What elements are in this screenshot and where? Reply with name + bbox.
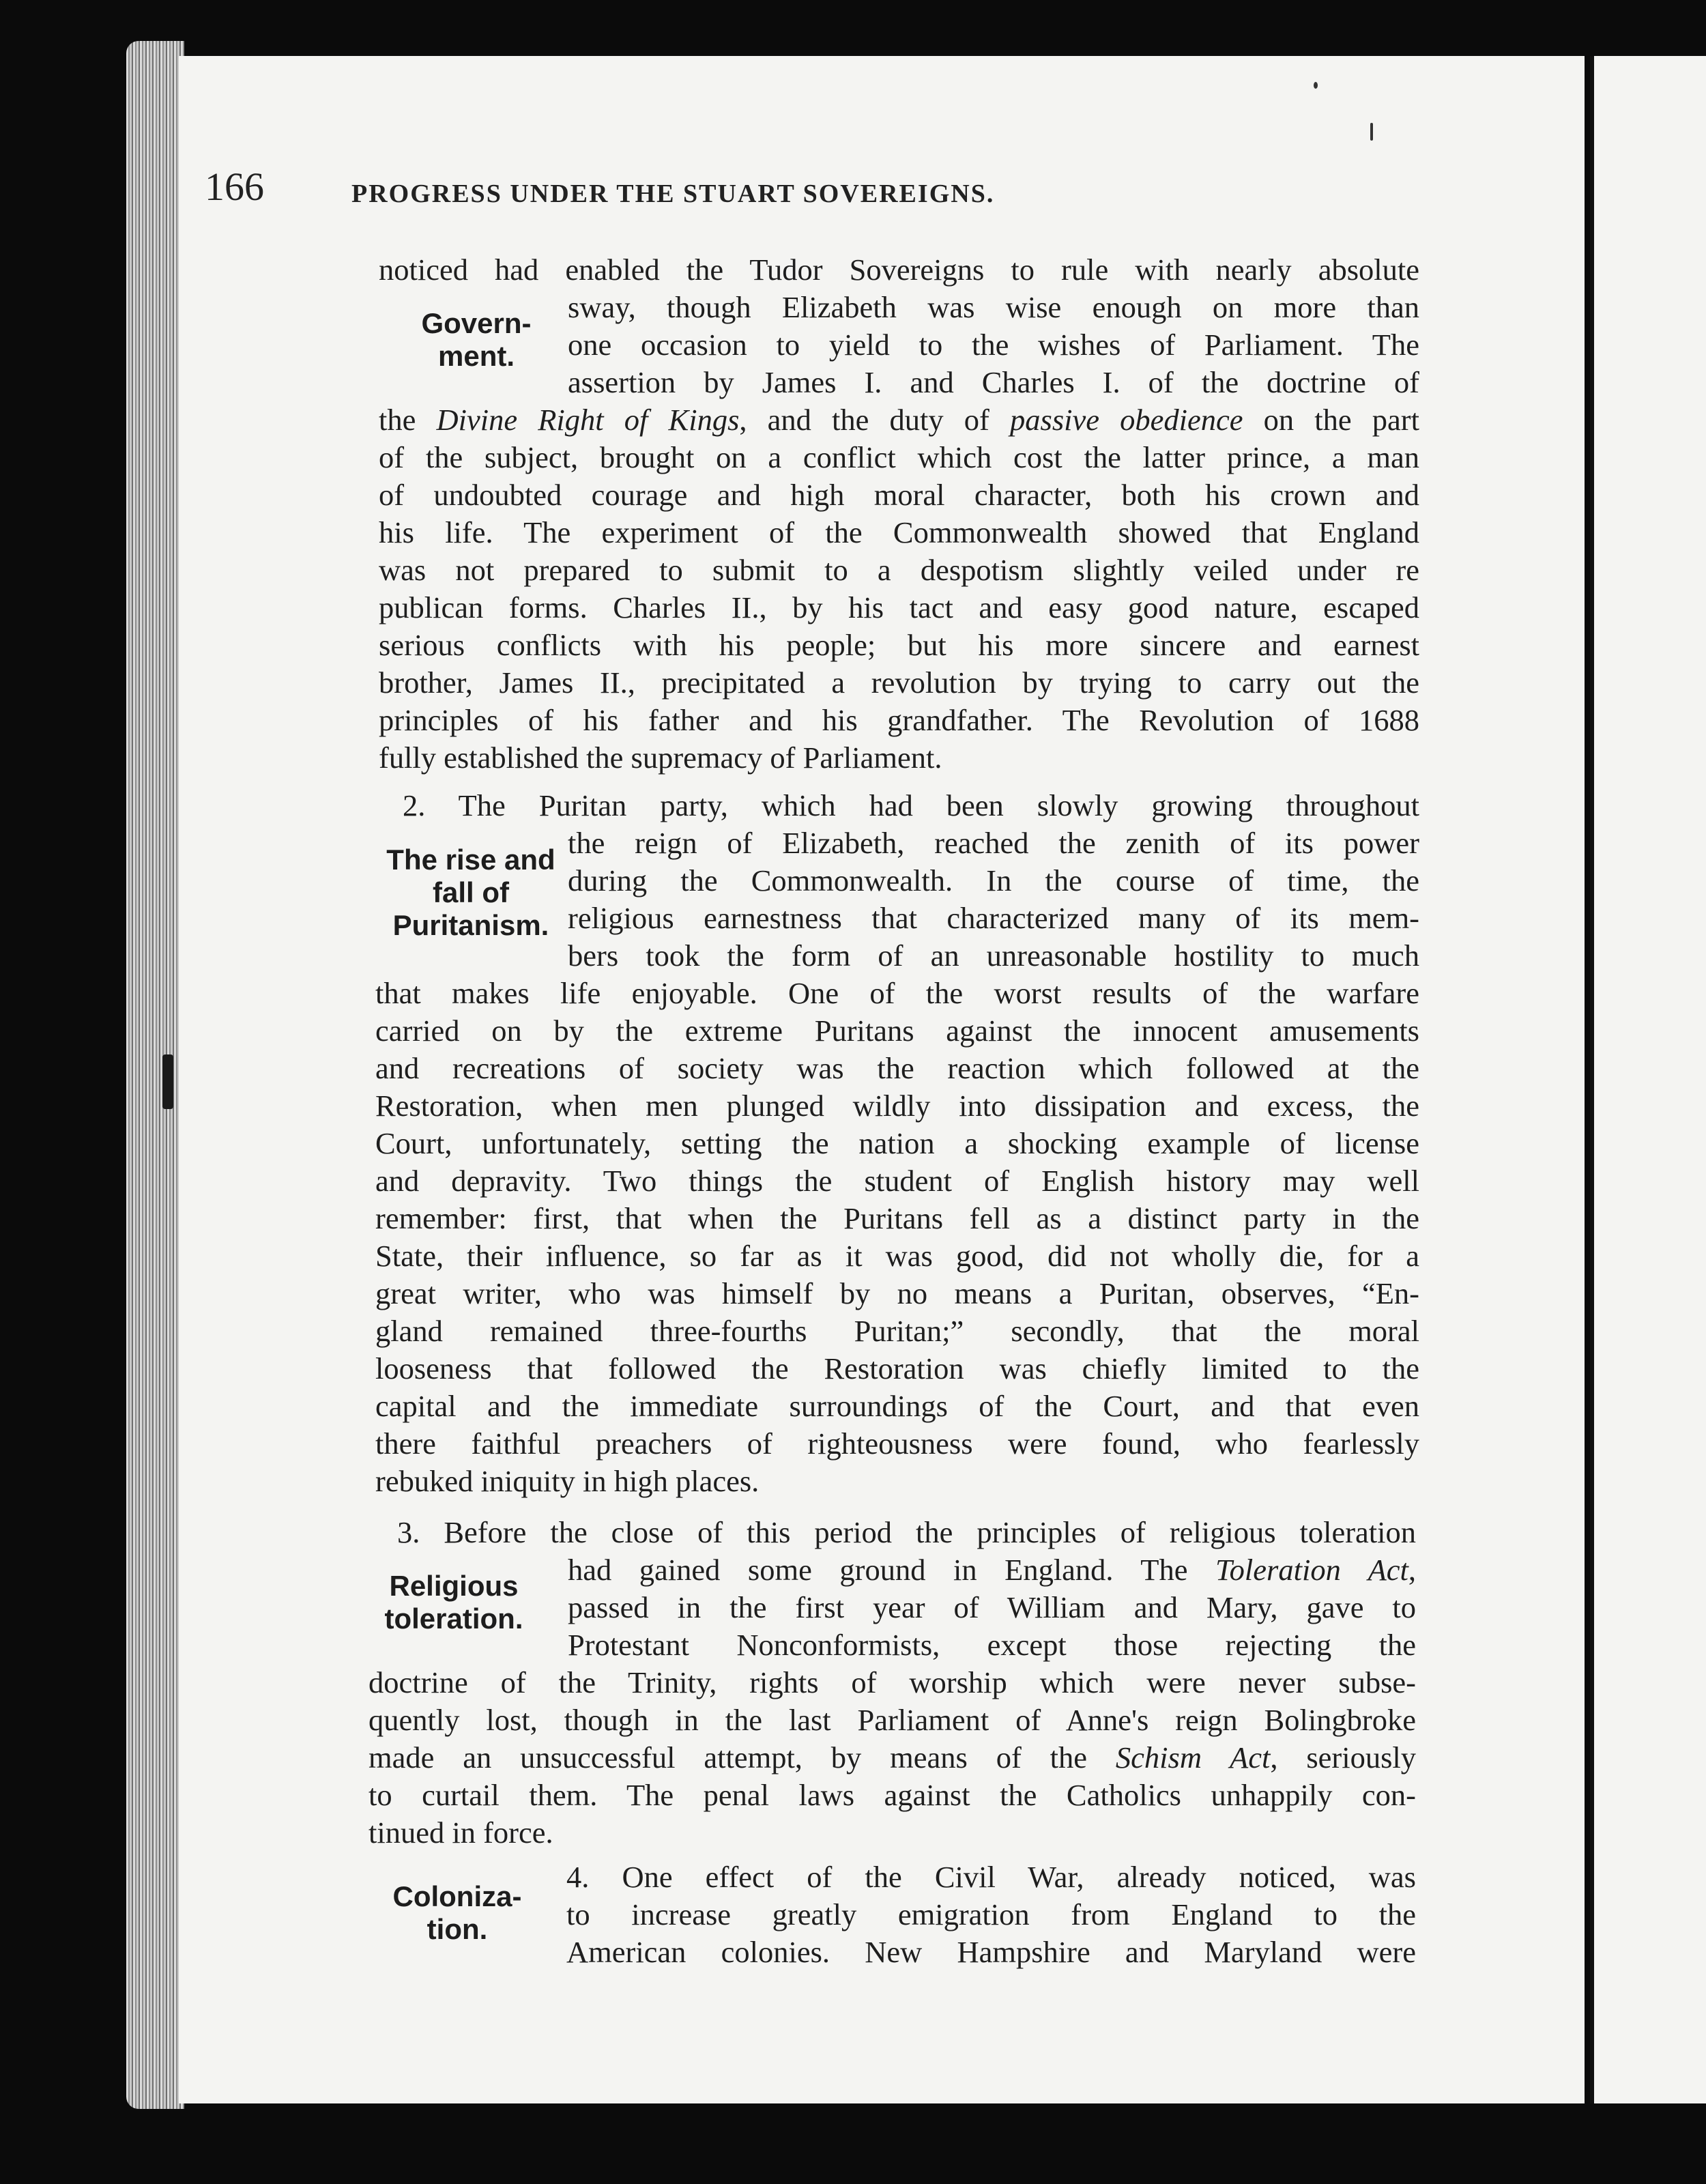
text-line: great writer, who was himself by no means a Puritan, observes, “En- — [375, 1276, 1419, 1310]
text-line: carried on by the extreme Puritans against the innocent amusements — [375, 1014, 1419, 1048]
scan-speck — [1370, 123, 1373, 141]
text-line: bers took the form of an unreasonable hostility to much — [568, 938, 1419, 973]
paragraph-puritanism-indented — [568, 824, 1419, 975]
facing-page-edge — [1590, 56, 1706, 2103]
text-line: State, their influence, so far as it was good, did not wholly die, for a — [375, 1239, 1419, 1273]
text-line: assertion by James I. and Charles I. of the doctrine of — [568, 365, 1419, 399]
text-line: 3. Before the close of this period the principles of religious toleration — [397, 1515, 1416, 1549]
running-head-title: PROGRESS UNDER THE STUART SOVEREIGNS. — [351, 179, 995, 208]
text-line: had gained some ground in England. The Toleration Act, — [568, 1553, 1416, 1587]
sidenote-line: toleration. — [384, 1603, 523, 1635]
page-number: 166 — [205, 164, 264, 209]
text-line: the reign of Elizabeth, reached the zenith of its power — [568, 826, 1419, 860]
text-line: and depravity. Two things the student of English history may well — [375, 1164, 1419, 1198]
text-line: made an unsuccessful attempt, by means of the Schism Act, seriously — [368, 1740, 1416, 1774]
text-line: noticed had enabled the Tudor Sovereigns to rule with nearly absolute — [379, 253, 1419, 287]
text-line: the Divine Right of Kings, and the duty of passive obedience on the part — [379, 403, 1419, 437]
sidenote-line: fall of — [433, 876, 509, 908]
text-line: Court, unfortunately, setting the nation a shocking example of license — [375, 1126, 1419, 1160]
text-line: quently lost, though in the last Parliament of Anne's reign Bolingbroke — [368, 1703, 1416, 1737]
text-line: rebuked iniquity in high places. — [375, 1464, 760, 1498]
paragraph-toleration-indented — [568, 1551, 1416, 1664]
paragraph-puritanism-full — [375, 975, 1419, 1500]
text-line: of the subject, brought on a conflict which cost the latter prince, a man — [379, 440, 1419, 474]
text-line: Protestant Nonconformists, except those rejecting the — [568, 1628, 1416, 1662]
sidenote-puritanism — [372, 844, 570, 942]
paragraph-toleration — [397, 1514, 1416, 1551]
running-head — [205, 164, 1269, 218]
paragraph-government — [379, 251, 1419, 289]
text-line: looseness that followed the Restoration was chiefly limited to the — [375, 1351, 1419, 1385]
text-line: that makes life enjoyable. One of the worst results of the warfare — [375, 976, 1419, 1010]
text-line: Restoration, when men plunged wildly into dissipation and excess, the — [375, 1089, 1419, 1123]
text-line: 2. The Puritan party, which had been slowly growing throughout — [403, 788, 1419, 822]
paragraph-government-indented — [568, 289, 1419, 401]
text-line: there faithful preachers of righteousness were found, who fearlessly — [375, 1426, 1419, 1461]
paragraph-government-full — [379, 401, 1419, 777]
book-page-edges — [126, 41, 184, 2109]
text-line: American colonies. New Hampshire and Maryland were — [566, 1935, 1416, 1969]
text-line: passed in the first year of William and Mary, gave to — [568, 1590, 1416, 1624]
sidenote-government — [408, 307, 545, 373]
text-line: fully established the supremacy of Parliament. — [379, 741, 942, 775]
paragraph-toleration-full — [368, 1664, 1416, 1852]
sidenote-line: Religious — [389, 1570, 519, 1602]
text-line: 4. One effect of the Civil War, already noticed, was — [566, 1860, 1416, 1894]
paragraph-colonization — [566, 1858, 1416, 1971]
sidenote-colonization — [382, 1880, 532, 1946]
text-line: serious conflicts with his people; but his more sincere and earnest — [379, 628, 1419, 662]
text-line: capital and the immediate surroundings of the Court, and that even — [375, 1389, 1419, 1423]
text-line: principles of his father and his grandfather. The Revolution of 1688 — [379, 703, 1419, 737]
sidenote-line: tion. — [426, 1913, 488, 1945]
scan-speck — [162, 1054, 173, 1109]
text-line: was not prepared to submit to a despotism slightly veiled under re — [379, 553, 1419, 587]
sidenote-line: The rise and — [386, 844, 555, 876]
sidenote-toleration — [372, 1570, 536, 1635]
text-line: publican forms. Charles II., by his tact and easy good nature, escaped — [379, 590, 1419, 624]
text-line: tinued in force. — [368, 1815, 553, 1850]
sidenote-line: Govern- — [421, 307, 532, 339]
scan-speck — [1314, 82, 1318, 89]
text-line: and recreations of society was the reaction which followed at the — [375, 1051, 1419, 1085]
text-line: his life. The experiment of the Commonwealth showed that England — [379, 515, 1419, 549]
text-line: doctrine of the Trinity, rights of worship which were never subse- — [368, 1665, 1416, 1699]
text-line: to increase greatly emigration from England to the — [566, 1897, 1416, 1931]
text-line: of undoubted courage and high moral character, both his crown and — [379, 478, 1419, 512]
text-line: to curtail them. The penal laws against the Catholics unhappily con- — [368, 1778, 1416, 1812]
text-line: remember: first, that when the Puritans fell as a distinct party in the — [375, 1201, 1419, 1235]
sidenote-line: Coloniza- — [392, 1880, 522, 1912]
text-line: during the Commonwealth. In the course of time, the — [568, 863, 1419, 897]
text-line: gland remained three-fourths Puritan;” secondly, that the moral — [375, 1314, 1419, 1348]
sidenote-line: ment. — [437, 340, 515, 372]
text-line: brother, James II., precipitated a revolution by trying to carry out the — [379, 665, 1419, 700]
text-line: sway, though Elizabeth was wise enough on more than — [568, 290, 1419, 324]
paragraph-puritanism — [403, 787, 1419, 824]
sidenote-line: Puritanism. — [392, 909, 549, 941]
text-line: religious earnestness that characterized many of its mem- — [568, 901, 1419, 935]
text-line: one occasion to yield to the wishes of Parliament. The — [568, 328, 1419, 362]
